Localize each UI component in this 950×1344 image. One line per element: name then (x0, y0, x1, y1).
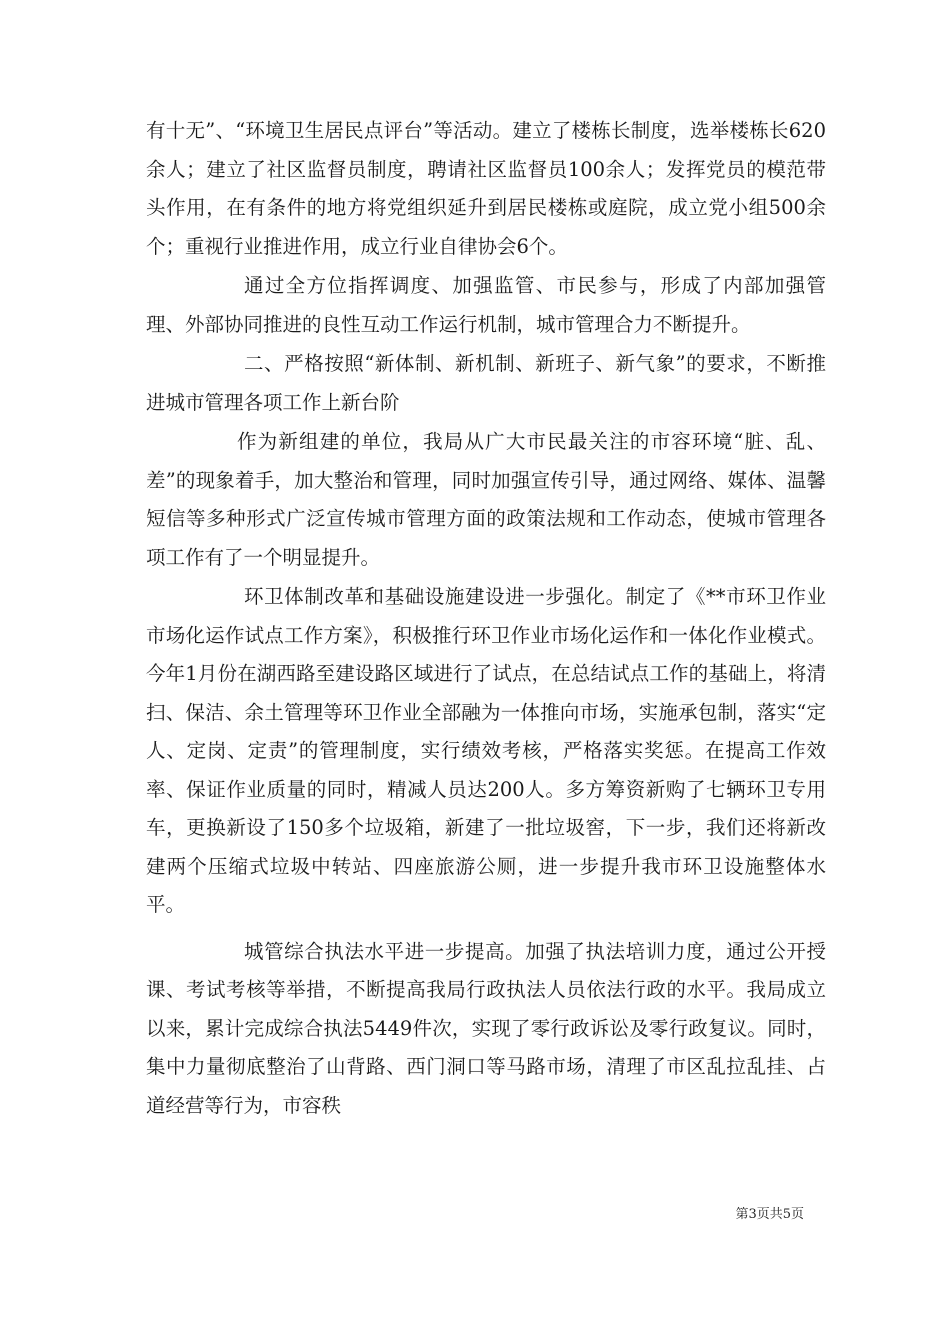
paragraph-2: 通过全方位指挥调度、加强监管、市民参与，形成了内部加强管理、外部协同推进的良性互动工作运行机制，城市管理合力不断提升。 (146, 274, 826, 336)
paragraph-1: 有十无”、“环境卫生居民点评台”等活动。建立了楼栋长制度，选举楼栋长620余人；建立了社区监督员制度，聘请社区监督员100余人；发挥党员的模范带头作用，在有条件的地方将党组织延升到居民楼栋或庭院，成立党小组500余个；重视行业推进作用，成立行业自律协会6个。 (146, 119, 826, 258)
section-heading-2: 二、严格按照“新体制、新机制、新班子、新气象”的要求，不断推进城市管理各项工作上新台阶 (146, 352, 826, 414)
paragraph-3: 作为新组建的单位，我局从广大市民最关注的市容环境“脏、乱、差”的现象着手，加大整治和管理，同时加强宣传引导，通过网络、媒体、温馨短信等多种形式广泛宣传城市管理方面的政策法规和工作动态，使城市管理各项工作有了一个明显提升。 (146, 430, 826, 569)
document-body (146, 112, 826, 1125)
paragraph-5: 城管综合执法水平进一步提高。加强了执法培训力度，通过公开授课、考试考核等举措，不断提高我局行政执法人员依法行政的水平。我局成立以来，累计完成综合执法5449件次，实现了零行政诉讼及零行政复议。同时，集中力量彻底整治了山背路、西门洞口等马路市场，清理了市区乱拉乱挂、占道经营等行为，市容秩 (146, 939, 826, 1117)
page-number-footer: 第3页共5页 (735, 1207, 804, 1222)
paragraph-4: 环卫体制改革和基础设施建设进一步强化。制定了《**市环卫作业市场化运作试点工作方案》，积极推行环卫作业市场化运作和一体化作业模式。今年1月份在湖西路至建设路区域进行了试点，在总结试点工作的基础上，将清扫、保洁、余土管理等环卫作业全部融为一体推向市场，实施承包制，落实“定人、定岗、定责”的管理制度，实行绩效考核，严格落实奖惩。在提高工作效率、保证作业质量的同时，精减人员达200人。多方筹资新购了七辆环卫专用车，更换新设了150多个垃圾箱，新建了一批垃圾窖，下一步，我们还将新改建两个压缩式垃圾中转站、四座旅游公厕，进一步提升我市环卫设施整体水平。 (146, 585, 826, 916)
